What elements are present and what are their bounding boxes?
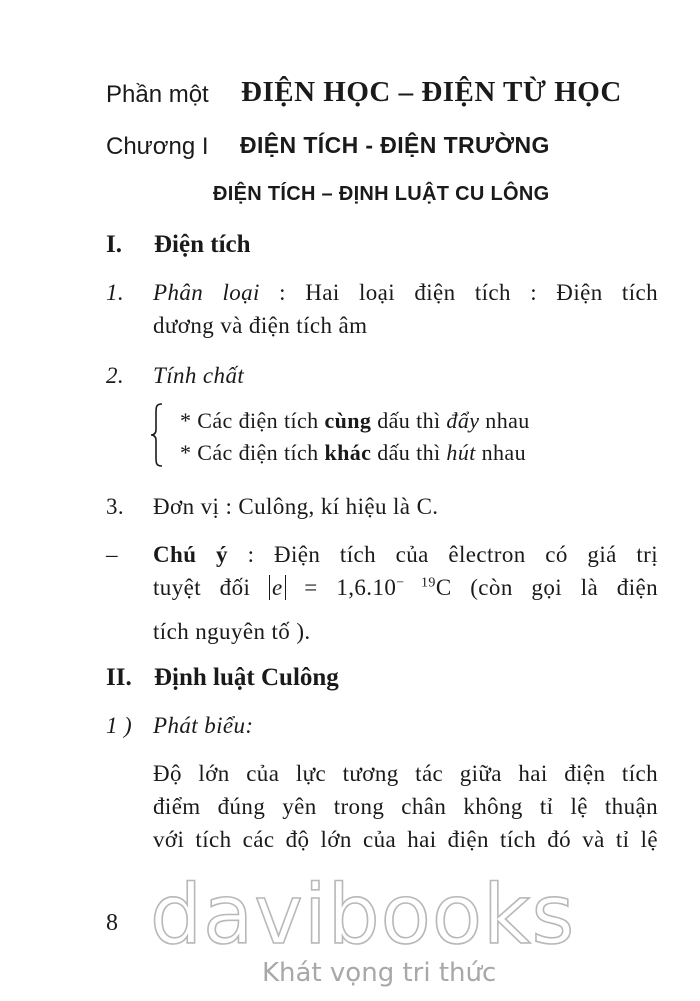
- item-1-line1: [153, 280, 658, 306]
- property-bullet-2: * Các điện tích khác dấu thì hút nhau: [180, 440, 526, 465]
- watermark-tagline: Khát vọng tri thức: [262, 958, 497, 988]
- chapter-title: ĐIỆN TÍCH - ĐIỆN TRƯỜNG: [240, 132, 550, 158]
- part-label: Phần một: [106, 81, 209, 108]
- section-2-title: Định luật Culông: [154, 664, 339, 691]
- lesson-title: ĐIỆN TÍCH – ĐỊNH LUẬT CU LÔNG: [213, 183, 550, 205]
- note-line2: tuyệt đối $e = 1,6.10^{- 19}C$ (còn gọi là điện: [153, 575, 658, 600]
- exponent: − 19: [396, 575, 436, 591]
- section-2-number: II.: [106, 664, 132, 691]
- paragraph-line-2: điểm đúng yên trong chân không tỉ lệ thuận: [153, 794, 658, 819]
- note-line3: tích nguyên tố ).: [153, 619, 311, 644]
- paragraph-line-3: với tích các độ lớn của hai điện tích đó và tỉ lệ: [153, 827, 658, 852]
- brace-icon: [150, 403, 164, 467]
- note-line1: Chú ý : Điện tích của êlectron có giá trị: [153, 542, 659, 567]
- subsection-number: 1 ): [106, 713, 133, 738]
- item-1-line1-rest: : Hai loại điện tích : Điện tích: [259, 280, 659, 305]
- item-3-text: Đơn vị : Culông, kí hiệu là C.: [153, 494, 439, 519]
- charge-symbol: e: [271, 575, 283, 600]
- note-label: Chú ý: [153, 542, 228, 567]
- section-1-title: Điện tích: [154, 231, 251, 258]
- note-dash: –: [106, 542, 118, 567]
- property-bullet-1: * Các điện tích cùng dấu thì đẩy nhau: [180, 408, 530, 433]
- subsection-label: Phát biểu:: [153, 713, 254, 738]
- item-1-line2: dương và điện tích âm: [153, 313, 368, 338]
- item-2-number: 2.: [106, 363, 125, 388]
- item-3-number: 3.: [106, 494, 125, 519]
- chapter-label: Chương I: [106, 133, 209, 160]
- item-1-number: 1.: [106, 280, 125, 305]
- item-2-label: Tính chất: [153, 363, 245, 388]
- part-title: ĐIỆN HỌC – ĐIỆN TỪ HỌC: [241, 76, 622, 108]
- paragraph-line-1: Độ lớn của lực tương tác giữa hai điện tích: [153, 761, 658, 786]
- section-1-number: I.: [106, 231, 122, 258]
- page-number: 8: [106, 910, 118, 936]
- item-1-label: Phân loại: [153, 280, 260, 305]
- watermark-brand: davibooks: [150, 868, 576, 963]
